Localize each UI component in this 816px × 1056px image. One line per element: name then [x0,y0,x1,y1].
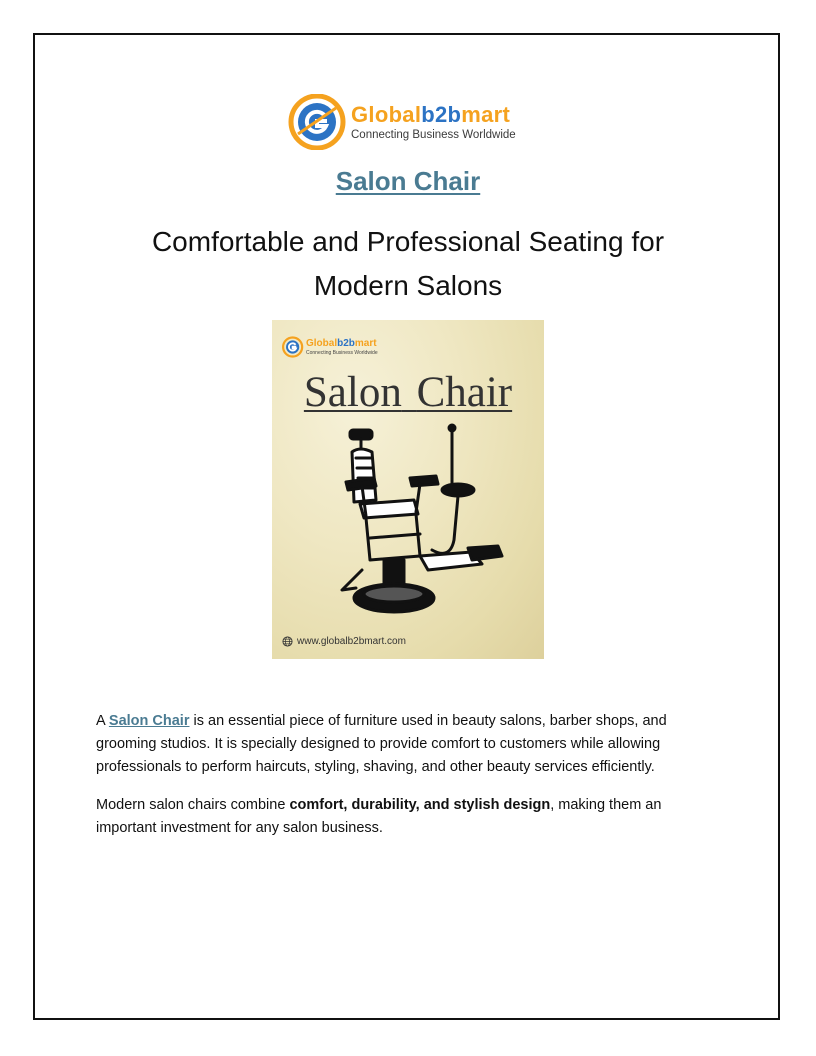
hero-url: www.globalb2bmart.com [282,636,406,647]
hero-image [272,320,544,659]
document-subtitle: Comfortable and Professional Seating for Modern Salons [151,226,665,301]
hero-brand-logo [282,336,392,362]
hero-title: Salon Chair [303,369,513,416]
document-title[interactable]: Salon Chair [335,166,481,196]
salon-chair-link[interactable]: Salon Chair [108,713,190,729]
globe-icon [282,636,293,647]
brand-logo [288,94,528,150]
intro-paragraph: A Salon Chair is an essential piece of furniture used in beauty salons, barber shops, and grooming studios. It is specially designed to provide comfort to customers while allowing professionals to perform haircuts, styling, shaving, and other beauty services efficiently. [96,713,667,775]
brand-tagline: Connecting Business Worldwide [351,129,516,141]
hero-brand-tagline: Connecting Business Worldwide [306,350,378,356]
globe-logo-icon [282,336,304,358]
globe-logo-icon [288,94,348,150]
hero-brand-name: Globalb2bmart [306,338,377,349]
salon-chair-illustration [332,420,512,630]
features-paragraph: Modern salon chairs combine comfort, durability, and stylish design, making them an important investment for any salon business. [96,797,662,836]
brand-name: Globalb2bmart [351,102,511,127]
